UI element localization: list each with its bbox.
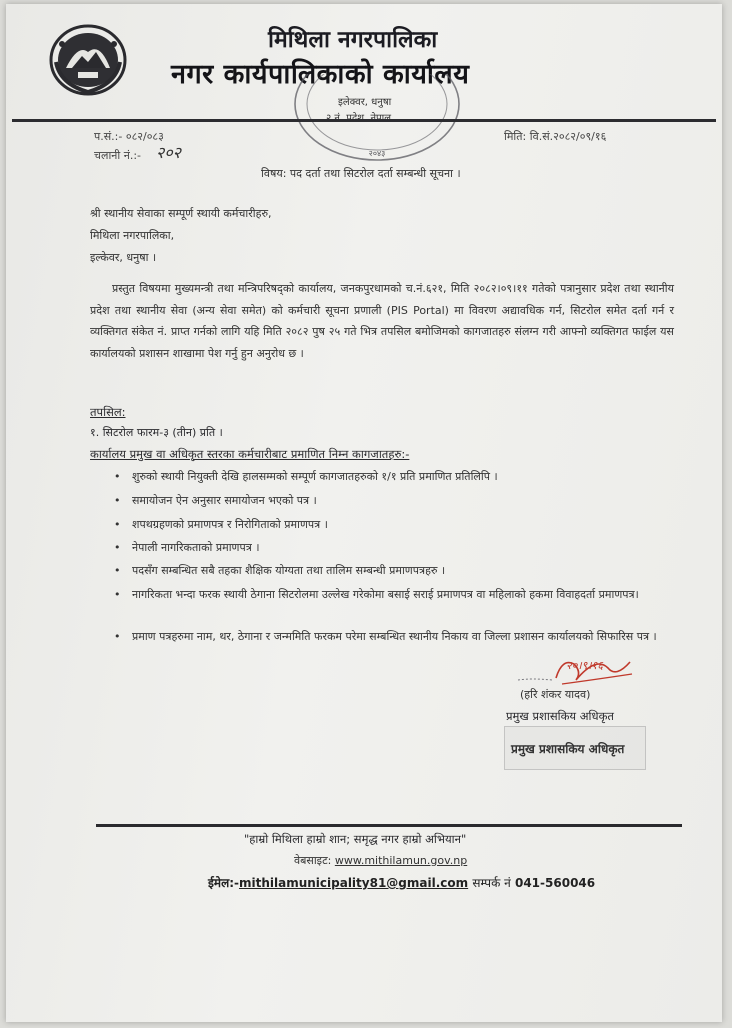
dispatch-number-handwritten: २०२ (156, 143, 181, 162)
footer-contact-row (208, 874, 595, 891)
recipient-line2: मिथिला नगरपालिका, (90, 229, 175, 242)
bullet-icon: • (114, 630, 121, 643)
svg-text:२०४३: २०४३ (368, 149, 386, 158)
list-item: • शपथग्रहणको प्रमाणपत्र र निरोगिताको प्रमाणपत्र । (132, 514, 672, 535)
list-item: • समायोजन ऐन अनुसार समायोजन भएको पत्र । (132, 490, 672, 511)
list-item: • शुरुको स्थायी नियुक्ती देखि हालसम्मको सम्पूर्ण कागजातहरुको १/१ प्रति प्रमाणित प्रतिलिपि । (132, 466, 672, 487)
government-emblem-logo (48, 22, 128, 98)
website-label: वेबसाइट: (294, 854, 332, 867)
bullet-icon: • (114, 470, 121, 483)
signatory-title: प्रमुख प्रशासकिय अधिकृत (506, 709, 614, 723)
letter-sheet (6, 4, 722, 1022)
footer-divider (96, 824, 682, 827)
phone-number: 041-560046 (514, 876, 596, 890)
email-label: ईमेल:- (208, 876, 239, 890)
list-item: • पदसँग सम्बन्धित सबै तहका शैक्षिक योग्यता तथा तालिम सम्बन्धी प्रमाणपत्रहरु । (132, 560, 672, 581)
footer-slogan: "हाम्रो मिथिला हाम्रो शान; समृद्ध नगर हाम्रो अभियान" (244, 832, 467, 846)
list-item: • नेपाली नागरिकताको प्रमाणपत्र । (132, 537, 672, 558)
bullet-icon: • (114, 518, 121, 531)
bullet-icon: • (114, 494, 121, 507)
list-item: • प्रमाण पत्रहरुमा नाम, थर, ठेगाना र जन्ममिति फरकम परेमा सम्बन्धित स्थानीय निकाय वा जिल्ला प्रशासन कार्यालयको सिफारिस पत्र । (132, 626, 672, 647)
tapasil-subheading: कार्यालय प्रमुख वा अधिकृत स्तरका कर्मचारीबाट प्रमाणित निम्न कागजातहरु:- (90, 447, 410, 461)
recipient-line1: श्री स्थानीय सेवाका सम्पूर्ण स्थायी कर्मचारीहरु, (90, 207, 272, 220)
list-item: • नागरिकता भन्दा फरक स्थायी ठेगाना सिटरोलमा उल्लेख गरेकोमा बसाई सराई प्रमाणपत्र वा महिलाको हकमा विवाहदर्ता प्रमाणपत्र। (132, 584, 672, 605)
office-address-line1: इलेक्वर, धनुषा (338, 97, 392, 108)
body-paragraph: प्रस्तुत विषयमा मुख्यमन्त्री तथा मन्त्रिपरिषद्को कार्यालय, जनकपुरधामको च.नं.६२१, मिति २०८२।०९।११ गतेको पत्रानुसार प्रदेश तथा स्थानीय प्रदेश तथा स्थानीय सेवा (अन्य सेवा समेत) को कर्मचारी सूचना प्रणाली (PIS Portal) मा विवरण अद्यावधिक गर्न, सिटरोल समेत दर्ता गर्न र व्यक्तिगत संकेत नं. प्राप्त गर्नको लागि यहि मिति २०८२ पुष २५ गते भित्र तपसिल बमोजिमको कागजातहरु संलग्न गरी आफ्नो व्यक्तिगत फाईल यस कार्यालयको प्रशासन शाखामा पेश गर्नु हुन अनुरोध छ । (90, 282, 674, 360)
letter-date: मिति: वि.सं.२०८२/०९/१६ (504, 130, 607, 143)
email-link[interactable]: mithilamunicipality81@gmail.com (238, 876, 469, 890)
municipality-name: मिथिला नगरपालिका (268, 27, 438, 53)
bullet-icon: • (114, 564, 121, 577)
bullet-icon: • (114, 588, 121, 601)
signatory-stamp-text: प्रमुख प्रशासकिय अधिकृत (511, 742, 625, 756)
footer-website-row (294, 853, 467, 868)
phone-label: सम्पर्क नं (472, 876, 511, 890)
header-divider (12, 119, 716, 122)
website-link[interactable]: www.mithilamun.gov.np (334, 854, 468, 867)
signature-date-handwritten: २०।९।१६ (566, 659, 603, 672)
dispatch-label: चलानी नं.:- (94, 149, 142, 162)
office-name: नगर कार्यपालिकाको कार्यालय (171, 59, 470, 90)
tapasil-heading: तपसिल: (90, 405, 126, 419)
subject-line: विषय: पद दर्ता तथा सिटरोल दर्ता सम्बन्धी सूचना । (261, 167, 461, 180)
signatory-name: (हरि शंकर यादव) (520, 688, 591, 701)
recipient-line3: इल्केवर, धनुषा । (90, 251, 157, 264)
tapasil-item-1: १. सिटरोल फारम-३ (तीन) प्रति । (90, 426, 223, 439)
bullet-icon: • (114, 541, 121, 554)
reference-number: प.सं.:- ०८२/०८३ (94, 130, 164, 143)
